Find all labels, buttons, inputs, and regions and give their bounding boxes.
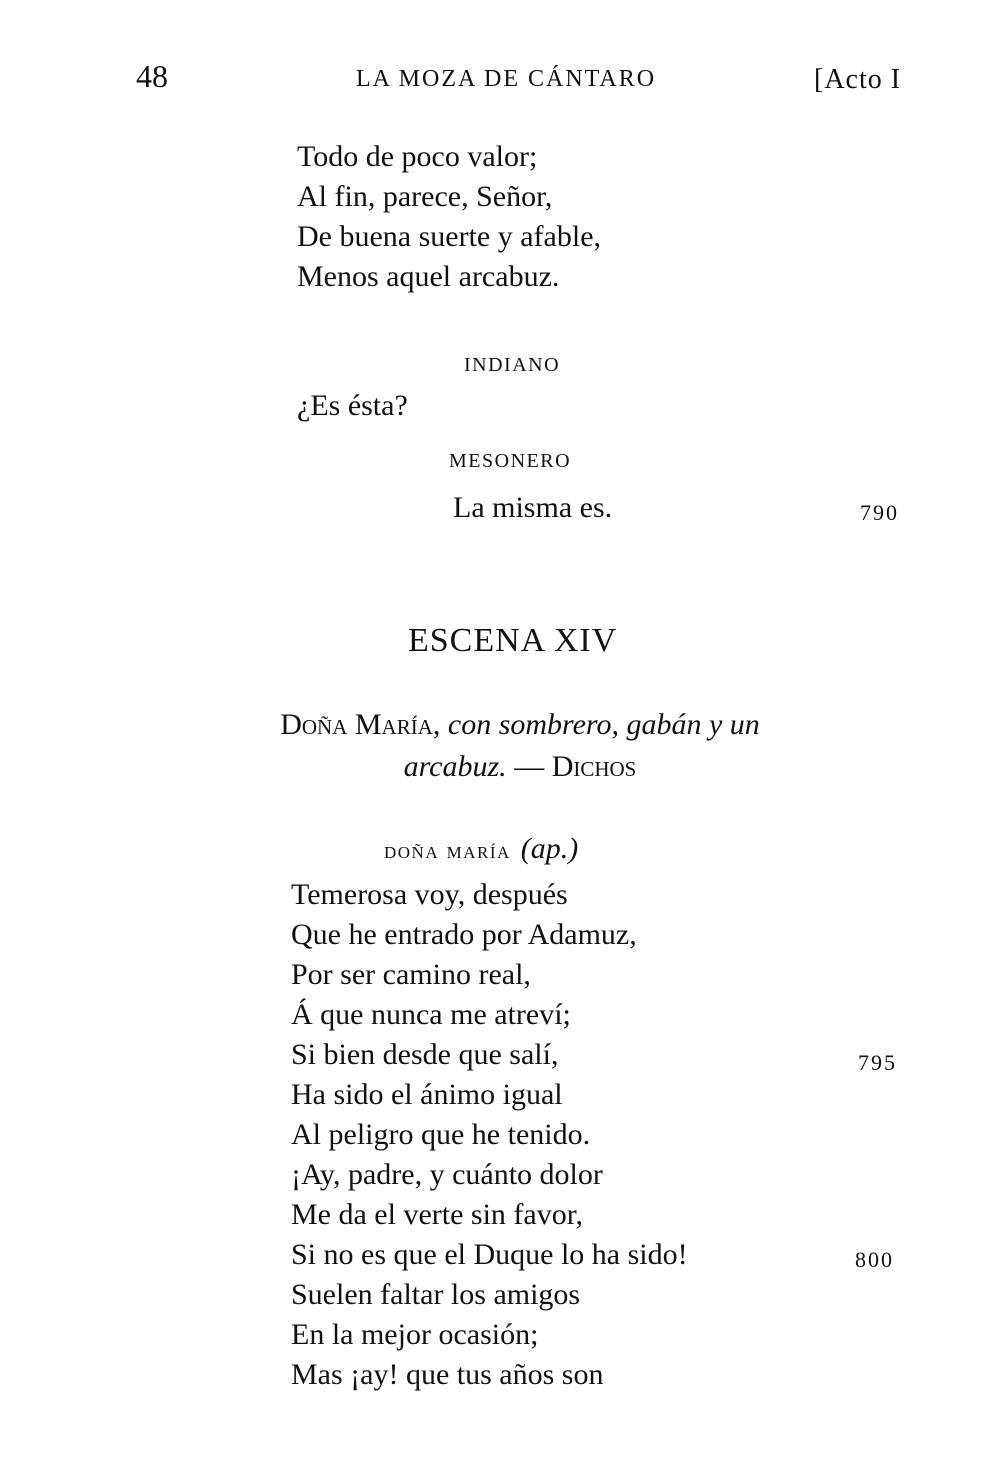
verse-line: Ha sido el ánimo igual — [291, 1078, 563, 1111]
verse-line: Al peligro que he tenido. — [291, 1118, 591, 1151]
line-number: 800 — [855, 1247, 894, 1272]
verse-line: La misma es. — [453, 491, 613, 524]
verse-line: Al fin, parece, Señor, — [297, 180, 553, 213]
speaker-heading — [384, 832, 578, 866]
running-title: LA MOZA DE CÁNTARO — [356, 66, 657, 92]
stage-dash: — — [506, 750, 552, 783]
verse-line: En la mejor ocasión; — [291, 1318, 539, 1351]
speaker-dona-maria: doña maría — [384, 838, 511, 864]
aside-direction: (ap.) — [520, 832, 579, 865]
verse-line: ¿Es ésta? — [297, 389, 408, 422]
verse-line: Á que nunca me atreví; — [291, 998, 571, 1031]
act-label: [Acto I — [814, 64, 902, 95]
verse-stanza-1 — [297, 137, 601, 297]
verse-line: Todo de poco valor; — [297, 140, 538, 173]
verse-line: Suelen faltar los amigos — [291, 1278, 581, 1311]
stage-description: con sombrero, gabán y un — [447, 708, 760, 741]
verse-line: De buena suerte y afable, — [297, 220, 602, 253]
verse-line: Temerosa voy, después — [291, 878, 568, 911]
verse-line: Que he entrado por Adamuz, — [291, 918, 637, 951]
stage-others: Dichos — [551, 750, 637, 783]
page-number: 48 — [136, 58, 168, 94]
verse-line: Menos aquel arcabuz. — [297, 260, 560, 293]
stage-character: Doña María, — [280, 708, 441, 741]
line-number: 790 — [860, 500, 899, 525]
stage-direction — [20, 708, 1000, 742]
line-number: 795 — [858, 1050, 897, 1075]
stage-direction-cont — [20, 750, 1000, 784]
verse-line: Mas ¡ay! que tus años son — [291, 1358, 604, 1391]
verse-line: Por ser camino real, — [291, 958, 531, 991]
stage-description: arcabuz. — [403, 750, 507, 783]
verse-speech — [291, 875, 688, 1395]
verse-line: Si no es que el Duque lo ha sido! — [291, 1238, 688, 1271]
scene-title: ESCENA XIV — [408, 622, 618, 659]
speaker-indiano: INDIANO — [464, 354, 561, 376]
verse-line: Si bien desde que salí, — [291, 1038, 559, 1071]
verse-line: ¡Ay, padre, y cuánto dolor — [291, 1158, 603, 1191]
speaker-mesonero: MESONERO — [449, 450, 572, 472]
verse-line: Me da el verte sin favor, — [291, 1198, 584, 1231]
